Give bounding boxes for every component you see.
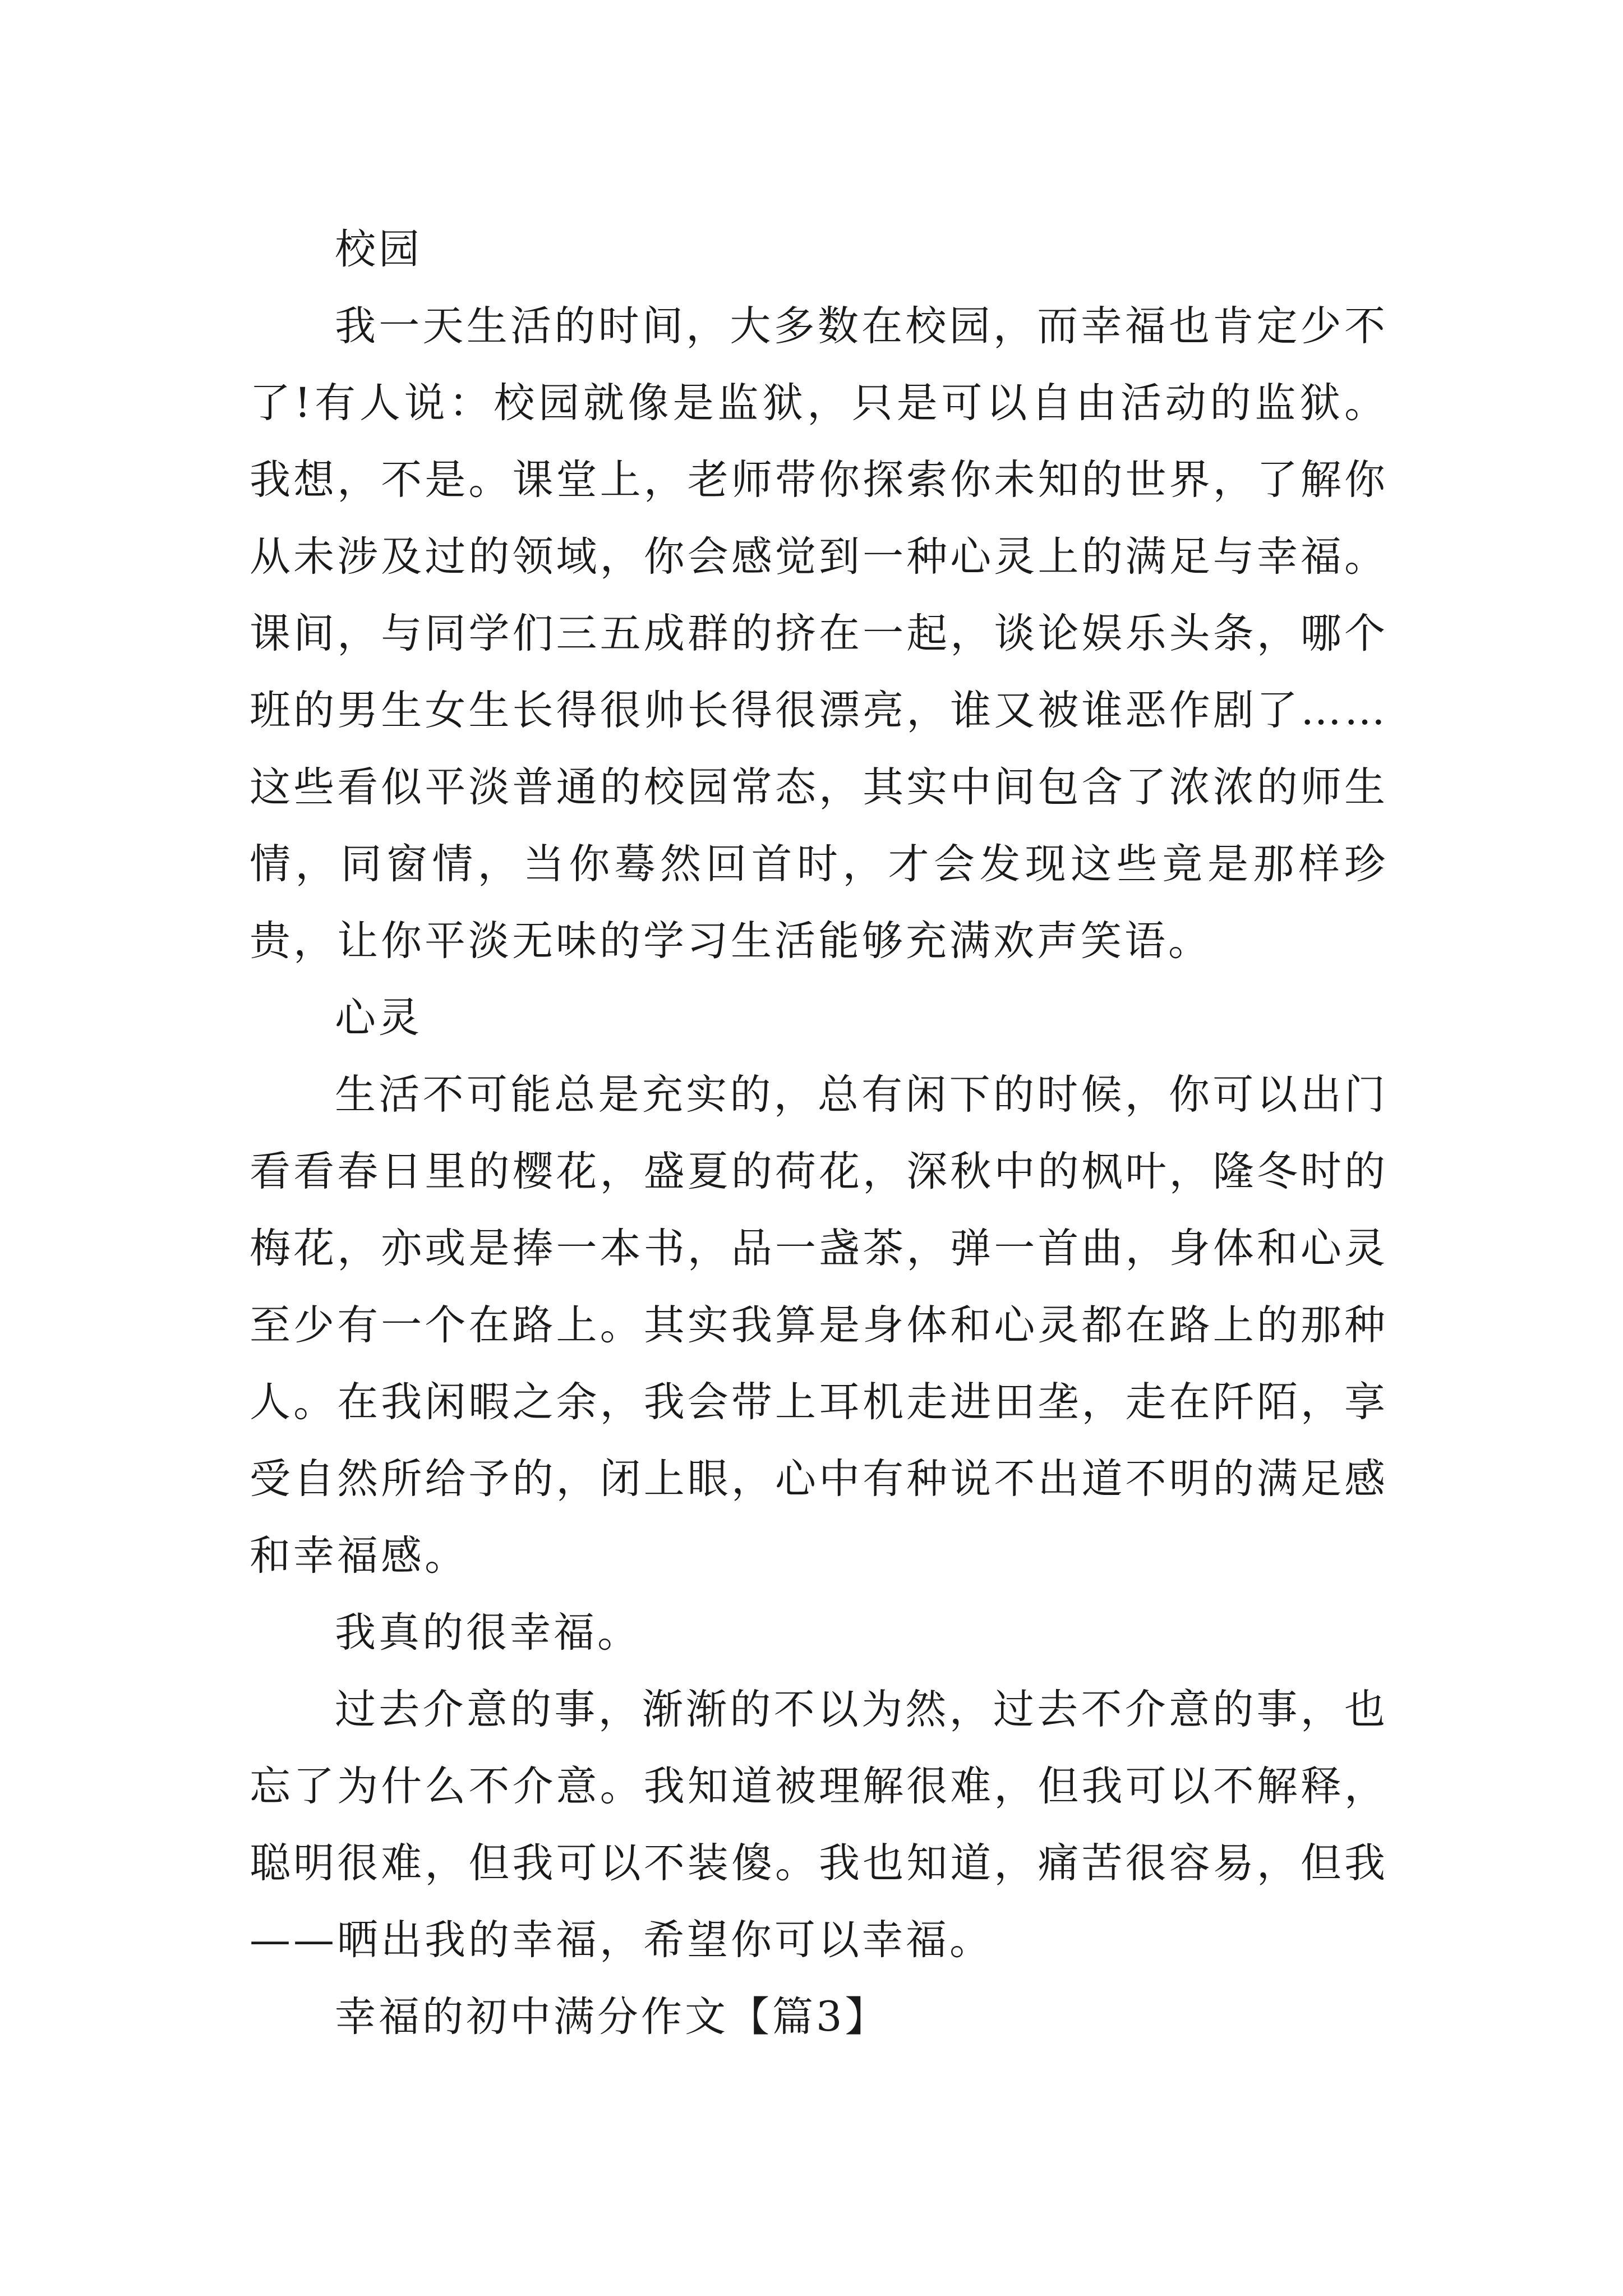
section-heading-heart: 心灵	[335, 994, 422, 1042]
paragraph-campus: 我一天生活的时间，大多数在校园，而幸福也肯定少不了!有人说：校园就像是监狱，只是可以自由活动的监狱。我想，不是。课堂上，老师带你探索你未知的世界，了解你从未涉及过的领域，你会感觉到一种心灵上的满足与幸福。课间，与同学们三五成群的挤在一起，谈论娱乐头条，哪个班的男生女生长得很帅长得很漂亮，谁又被谁恶作剧了……这些看似平淡普通的校园常态，其实中间包含了浓浓的师生情，同窗情，当你蓦然回首时，才会发现这些竟是那样珍贵，让你平淡无味的学习生活能够充满欢声笑语。	[250, 302, 1388, 965]
section-heading-campus: 校园	[335, 226, 422, 273]
paragraph-closing: 过去介意的事，渐渐的不以为然，过去不介意的事，也忘了为什么不介意。我知道被理解很难，但我可以不解释，聪明很难，但我可以不装傻。我也知道，痛苦很容易，但我——晒出我的幸福，希望你可以幸福。	[250, 1686, 1388, 1964]
document-body	[250, 211, 1388, 2055]
paragraph-heart: 生活不可能总是充实的，总有闲下的时候，你可以出门看看春日里的樱花，盛夏的荷花，深秋中的枫叶，隆冬时的梅花，亦或是捧一本书，品一盏茶，弹一首曲，身体和心灵至少有一个在路上。其实我算是身体和心灵都在路上的那种人。在我闲暇之余，我会带上耳机走进田垄，走在阡陌，享受自然所给予的，闭上眼，心中有种说不出道不明的满足感和幸福感。	[250, 1071, 1388, 1580]
essay-title-part-3: 幸福的初中满分作文【篇3】	[335, 1993, 889, 2041]
paragraph-happy-statement: 我真的很幸福。	[335, 1609, 641, 1657]
